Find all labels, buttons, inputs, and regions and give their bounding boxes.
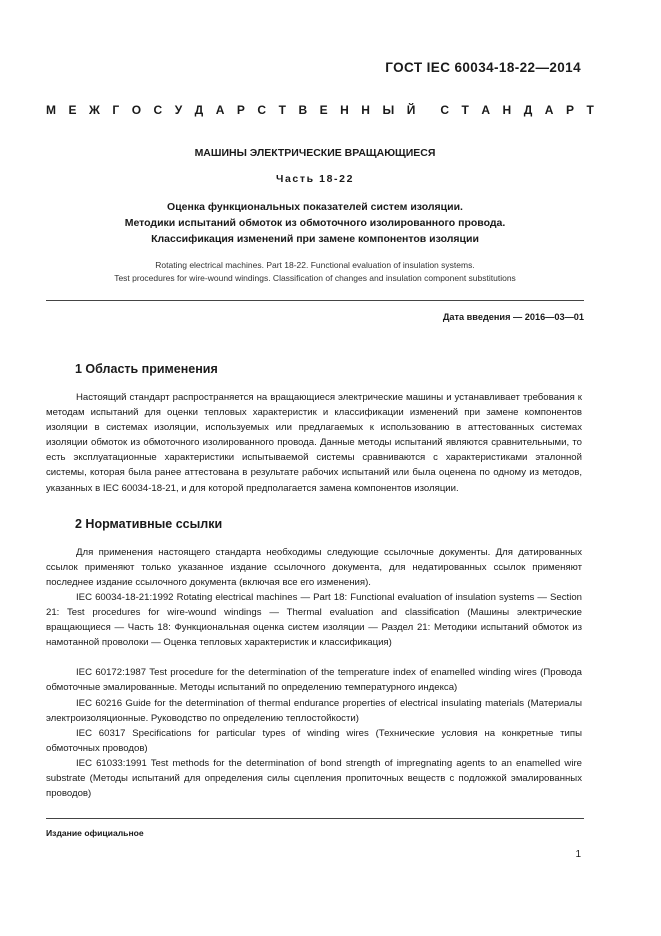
standard-type-letter: Д (523, 103, 533, 117)
standard-type-letter: У (174, 103, 183, 117)
standard-type-letter: Т (461, 103, 469, 117)
standard-type-letter: Ж (89, 103, 100, 117)
title-block (46, 147, 584, 285)
standard-type-letter: Р (565, 103, 574, 117)
section-1-heading: 1 Область применения (75, 362, 218, 376)
subtitle-line: Методики испытаний обмоток из обмоточного изолированного провода. (124, 217, 506, 229)
standard-type-letter: А (215, 103, 225, 117)
standard-type-letter: Е (319, 103, 328, 117)
standard-type-letter: Н (361, 103, 370, 117)
standard-type-letter: Г (112, 103, 120, 117)
gost-number: ГОСТ IEC 60034-18-22—2014 (385, 60, 581, 75)
reference-item: IEC 61033:1991 Test methods for the determination of bond strength of impregnating agents to an enamelled wire substrate (Методы испытаний для определения силы сцепления пропиточных веществ с подложкой эмалированных проводов) (46, 758, 582, 800)
standard-type-letter: С (257, 103, 267, 117)
section-1-text: Настоящий стандарт распространяется на вращающиеся электрические машины и устанавливает требования к методам испытаний для оценки тепловых характеристик и классификации изменений при замене компонентов изоляции в системах изоляции, используемых или предлагаемых к использованию в аттестованных системах изоляции обмоток из обмоточного изолированного провода. Данные методы испытаний являются сравнительными, то есть эксплуатационные характеристики испытываемой системы сравниваются с характеристиками эталонной системы, которая была ранее аттестована в результате рабочих испытаний или была оценена по одному из методов, указанных в IEC 60034-18-21, и для которой предполагается замена компонентов изоляции. (46, 392, 582, 494)
section-2-heading: 2 Нормативные ссылки (75, 517, 223, 531)
standard-type-letter: Р (236, 103, 245, 117)
subtitle-line: Классификация изменений при замене компонентов изоляции (151, 233, 479, 245)
standard-type-letter: Н (340, 103, 349, 117)
official-edition-note: Издание официальное (46, 828, 144, 838)
document-subtitle (46, 199, 584, 247)
standard-type-letter: В (298, 103, 308, 117)
standard-type-letter: О (131, 103, 142, 117)
standard-type-letter: С (153, 103, 163, 117)
english-title-line: Rotating electrical machines. Part 18-22. Functional evaluation of insulation systems. (155, 260, 475, 270)
standard-type-letter: М (46, 103, 56, 117)
section-2-intro: Для применения настоящего стандарта необходимы следующие ссылочные документы. Для датированных ссылок применяют только указанное издание ссылочного документа, для недатированных ссылок применяют последнее издание ссылочного документа (включая все его изменения). (46, 547, 582, 589)
english-title-line: Test procedures for wire-wound windings. Classification of changes and insulation component substitutions (114, 273, 516, 283)
footer-divider (46, 818, 584, 819)
standard-type-letter: А (481, 103, 491, 117)
english-title (46, 259, 584, 285)
standard-type-heading (46, 103, 594, 117)
reference-item: IEC 60216 Guide for the determination of thermal endurance properties of electrical insulating materials (Материалы электроизоляционные. Руководство по определению теплостойкости) (46, 698, 582, 725)
introduction-date: Дата введения — 2016—03—01 (442, 312, 584, 322)
document-part: Часть 18-22 (275, 173, 355, 185)
standard-type-letter: А (544, 103, 554, 117)
standard-type-letter: С (440, 103, 450, 117)
header-divider (46, 300, 584, 301)
reference-item: IEC 60034-18-21:1992 Rotating electrical machines — Part 18: Functional evaluation of insulation systems — Section 21: Test procedures for wire-wound windings — Thermal evaluation and classification (Машины электрические вращающиеся — Часть 18: Функциональная оценка систем изоляции — Раздел 21: Методики испытаний обмоток из намотанной проволоки — Оценка тепловых характеристик и классификация) (46, 592, 582, 649)
reference-item: IEC 60317 Specifications for particular types of winding wires (Технические условия на конкретные типы обмоточных проводов) (46, 728, 582, 755)
reference-item: IEC 60172:1987 Test procedure for the determination of the temperature index of enamelled winding wires (Провода обмоточные эмалированные. Методы испытаний по определению температурного индекса) (46, 667, 582, 694)
standard-type-letter: Т (586, 103, 594, 117)
document-title: МАШИНЫ ЭЛЕКТРИЧЕСКИЕ ВРАЩАЮЩИЕСЯ (194, 147, 436, 159)
standard-type-letter: Н (502, 103, 512, 117)
standard-type-letter: Е (68, 103, 77, 117)
standard-type-letter: Д (194, 103, 204, 117)
page-number: 1 (575, 849, 581, 860)
standard-type-letter: Ы (382, 103, 395, 117)
standard-type-letter: Т (278, 103, 286, 117)
standard-type-letter: Й (406, 103, 416, 117)
subtitle-line: Оценка функциональных показателей систем изоляции. (167, 201, 463, 213)
